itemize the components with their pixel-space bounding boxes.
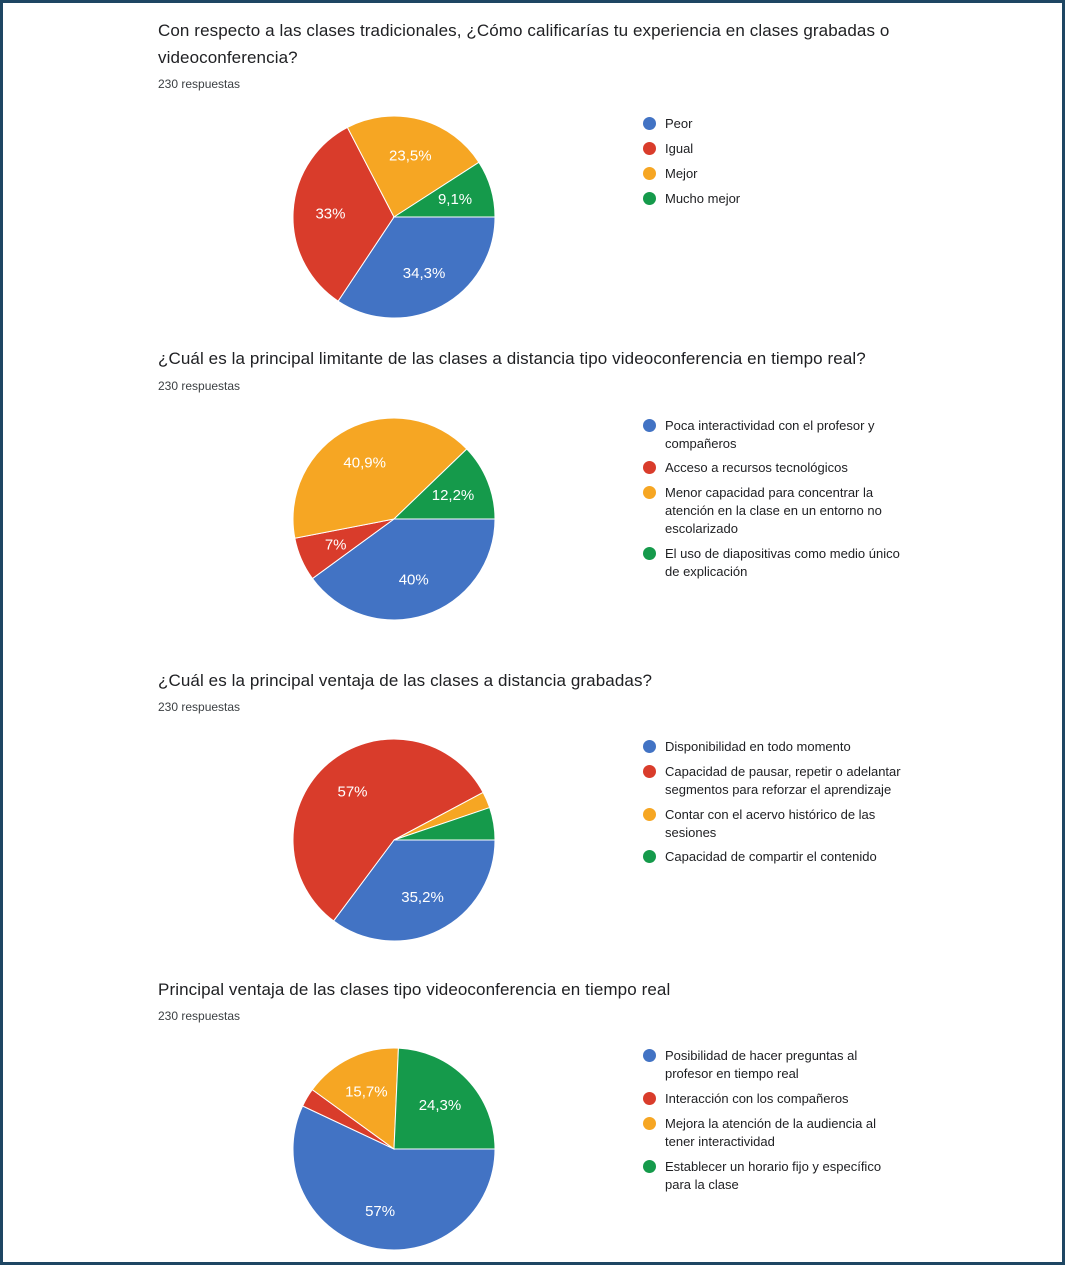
legend-label: Peor [665, 116, 693, 132]
slice-percentage-label: 35,2% [401, 888, 444, 906]
pie-chart [290, 113, 498, 321]
question-title: Principal ventaja de las clases tipo videoconferencia en tiempo real [158, 979, 671, 999]
legend-item [643, 115, 901, 133]
slice-percentage-label: 24,3% [418, 1096, 462, 1114]
slice-percentage-label: 15,7% [345, 1083, 388, 1101]
legend-item [643, 763, 901, 799]
legend-item [643, 484, 901, 538]
legend-item [643, 1115, 901, 1151]
question-block-1 [158, 17, 1062, 321]
legend-color-dot [643, 192, 656, 205]
legend-label: Interacción con los compañeros [665, 1090, 849, 1106]
legend-item [643, 738, 901, 756]
legend-item [643, 165, 901, 183]
chart-row [158, 1045, 1062, 1253]
pie-svg [290, 415, 498, 623]
legend-label: Igual [665, 141, 694, 157]
legend [643, 115, 901, 215]
legend-color-dot [643, 486, 656, 499]
legend-color-dot [643, 547, 656, 560]
legend-color-dot [643, 1160, 656, 1173]
slice-percentage-label: 33% [315, 205, 346, 223]
response-count: 230 respuestas [158, 1008, 241, 1023]
pie-svg [290, 736, 498, 944]
legend-color-dot [643, 1092, 656, 1105]
legend-label: Establecer un horario fijo y específico para la clase [665, 1158, 882, 1192]
legend [643, 1047, 901, 1201]
slice-percentage-label: 23,5% [389, 147, 432, 165]
legend-label: Menor capacidad para concentrar la atención en la clase en un entorno no escolarizado [665, 485, 882, 537]
legend-label: Contar con el acervo histórico de las sesiones [665, 806, 876, 840]
legend-color-dot [643, 142, 656, 155]
legend [643, 417, 901, 589]
question-block-4 [158, 976, 1062, 1253]
question-title: Con respecto a las clases tradicionales, ¿Cómo calificarías tu experiencia en clases grabadas o videoconferencia? [158, 21, 890, 68]
legend-item [643, 190, 901, 208]
legend-color-dot [643, 808, 656, 821]
legend-color-dot [643, 740, 656, 753]
legend [643, 738, 901, 874]
slice-percentage-label: 57% [337, 783, 368, 801]
slice-percentage-label: 7% [324, 535, 347, 553]
pie-svg [290, 1045, 498, 1253]
legend-color-dot [643, 117, 656, 130]
legend-label: Posibilidad de hacer preguntas al profesor en tiempo real [665, 1047, 858, 1081]
slice-percentage-label: 12,2% [431, 486, 475, 504]
response-count: 230 respuestas [158, 699, 241, 714]
legend-label: Capacidad de compartir el contenido [665, 849, 877, 865]
legend-label: Poca interactividad con el profesor y compañeros [665, 417, 875, 451]
legend-color-dot [643, 461, 656, 474]
slice-percentage-label: 57% [365, 1203, 396, 1221]
chart-row [158, 736, 1062, 944]
legend-color-dot [643, 1049, 656, 1062]
slice-percentage-label: 40,9% [343, 454, 386, 472]
response-count: 230 respuestas [158, 77, 241, 92]
legend-label: Disponibilidad en todo momento [665, 738, 851, 754]
legend-label: Acceso a recursos tecnológicos [665, 460, 848, 476]
question-block-3 [158, 667, 1062, 944]
legend-item [643, 1090, 901, 1108]
pie-chart [290, 415, 498, 623]
chart-row [158, 415, 1062, 623]
legend-label: Capacidad de pausar, repetir o adelantar segmentos para reforzar el aprendizaje [665, 763, 901, 797]
legend-label: Mejora la atención de la audiencia al tener interactividad [665, 1115, 877, 1149]
pie-svg [290, 113, 498, 321]
slice-percentage-label: 9,1% [437, 191, 473, 209]
legend-item [643, 140, 901, 158]
legend-color-dot [643, 765, 656, 778]
legend-item [643, 1047, 901, 1083]
slice-percentage-label: 34,3% [402, 265, 446, 283]
legend-item [643, 848, 901, 866]
response-count: 230 respuestas [158, 378, 241, 393]
legend-label: Mucho mejor [665, 191, 741, 207]
pie-chart [290, 736, 498, 944]
pie-chart [290, 1045, 498, 1253]
legend-item [643, 545, 901, 581]
slice-percentage-label: 40% [398, 571, 429, 589]
legend-item [643, 459, 901, 477]
question-title: ¿Cuál es la principal limitante de las clases a distancia tipo videoconferencia en tiempo real? [158, 349, 866, 369]
legend-item [643, 1158, 901, 1194]
legend-label: El uso de diapositivas como medio único de explicación [665, 546, 900, 580]
chart-row [158, 113, 1062, 321]
legend-color-dot [643, 850, 656, 863]
legend-color-dot [643, 419, 656, 432]
legend-label: Mejor [665, 166, 698, 182]
legend-item [643, 417, 901, 453]
question-title: ¿Cuál es la principal ventaja de las clases a distancia grabadas? [158, 670, 653, 690]
question-block-2 [158, 345, 1062, 622]
legend-color-dot [643, 1117, 656, 1130]
legend-item [643, 806, 901, 842]
legend-color-dot [643, 167, 656, 180]
